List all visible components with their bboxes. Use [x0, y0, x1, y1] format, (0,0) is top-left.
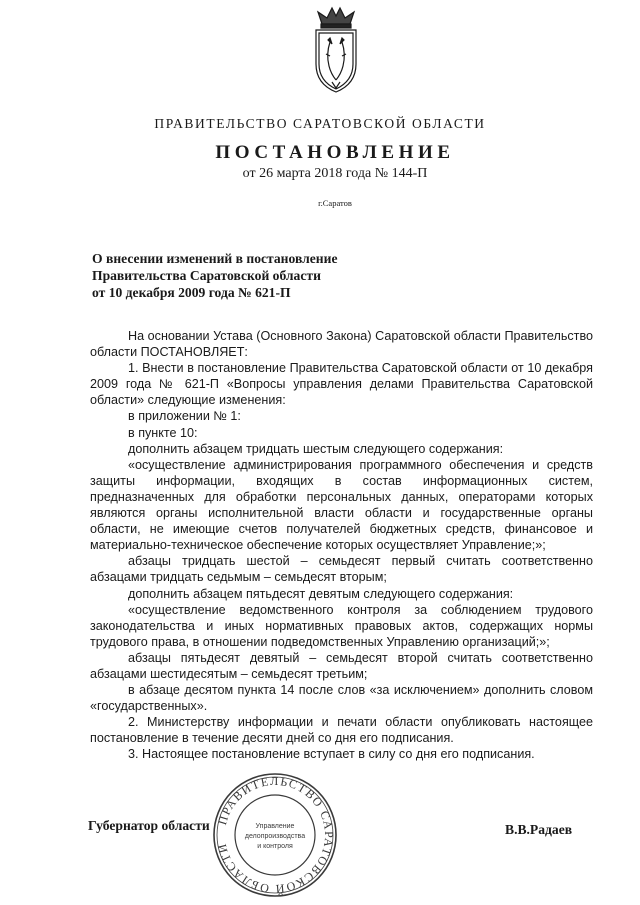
official-seal-stamp [210, 770, 340, 900]
body-paragraph: в пункте 10: [128, 425, 198, 440]
body-paragraph: в абзаце десятом пункта 14 после слов «за исключением» дополнить словом «государственных». [90, 683, 593, 714]
body-paragraph: абзацы пятьдесят девятый – семьдесят второй считать соответственно абзацами шестидесятым – семьдесят третьим; [90, 650, 593, 681]
document-city: г.Саратов [318, 198, 352, 208]
svg-text:делопроизводства: делопроизводства [244, 833, 306, 840]
svg-text:Управление: Управление [255, 823, 295, 830]
body-paragraph: абзацы тридцать шестой – семьдесят первый считать соответственно абзацами тридцать седьмым – семьдесят вторым; [90, 554, 593, 585]
body-paragraph: 1. Внести в постановление Правительства Саратовской области от 10 декабря 2009 года № 621-П «Вопросы управления делами Правительства Саратовской области» следующие изменения: [90, 361, 593, 408]
document-subject [92, 250, 452, 301]
document-date-number: от 26 марта 2018 года № 144-П [242, 166, 428, 181]
body-paragraph: дополнить абзацем тридцать шестым следующего содержания: [128, 441, 504, 456]
subject-line: О внесении изменений в постановление [92, 251, 338, 266]
document-body [90, 328, 593, 763]
body-paragraph: в приложении № 1: [128, 409, 241, 424]
subject-line: Правительства Саратовской области [92, 268, 321, 283]
body-paragraph: На основании Устава (Основного Закона) Саратовской области Правительство области ПОСТАНОВЛЯЕТ: [90, 329, 593, 360]
body-paragraph: «осуществление ведомственного контроля за соблюдением трудового законодательства и иных нормативных правовых актов, содержащих нормы трудового права, в отношении подведомственных Управлению организаций;»; [90, 602, 593, 649]
body-paragraph: 3. Настоящее постановление вступает в силу со дня его подписания. [128, 747, 535, 762]
signatory-position: Губернатор области [88, 818, 210, 833]
body-paragraph: «осуществление администрирования программного обеспечения и средств защиты информации, входящих в состав информационных систем, предназначенных для обработки персональных данных, операторами которых являются органы исполнительной власти области и государственные органы области, не имеющие счетов получателей бюджетных средств, финансовое и материально-техническое обеспечение которых осуществляет Управление;»; [90, 457, 593, 553]
signatory-name: В.В.Радаев [505, 822, 573, 837]
government-title: ПРАВИТЕЛЬСТВО САРАТОВСКОЙ ОБЛАСТИ [154, 116, 486, 131]
body-paragraph: дополнить абзацем пятьдесят девятым следующего содержания: [128, 586, 514, 601]
svg-text:и контроля: и контроля [257, 843, 293, 850]
document-type-title: ПОСТАНОВЛЕНИЕ [215, 142, 455, 163]
subject-line: от 10 декабря 2009 года № 621-П [92, 285, 291, 300]
coat-of-arms-emblem [296, 4, 376, 96]
body-paragraph: 2. Министерству информации и печати области опубликовать настоящее постановление в течение десяти дней со дня его подписания. [90, 715, 593, 746]
svg-text:ПРАВИТЕЛЬСТВО САРАТОВСКОЙ ОБЛА: ПРАВИТЕЛЬСТВО САРАТОВСКОЙ ОБЛАСТИ [214, 773, 337, 897]
